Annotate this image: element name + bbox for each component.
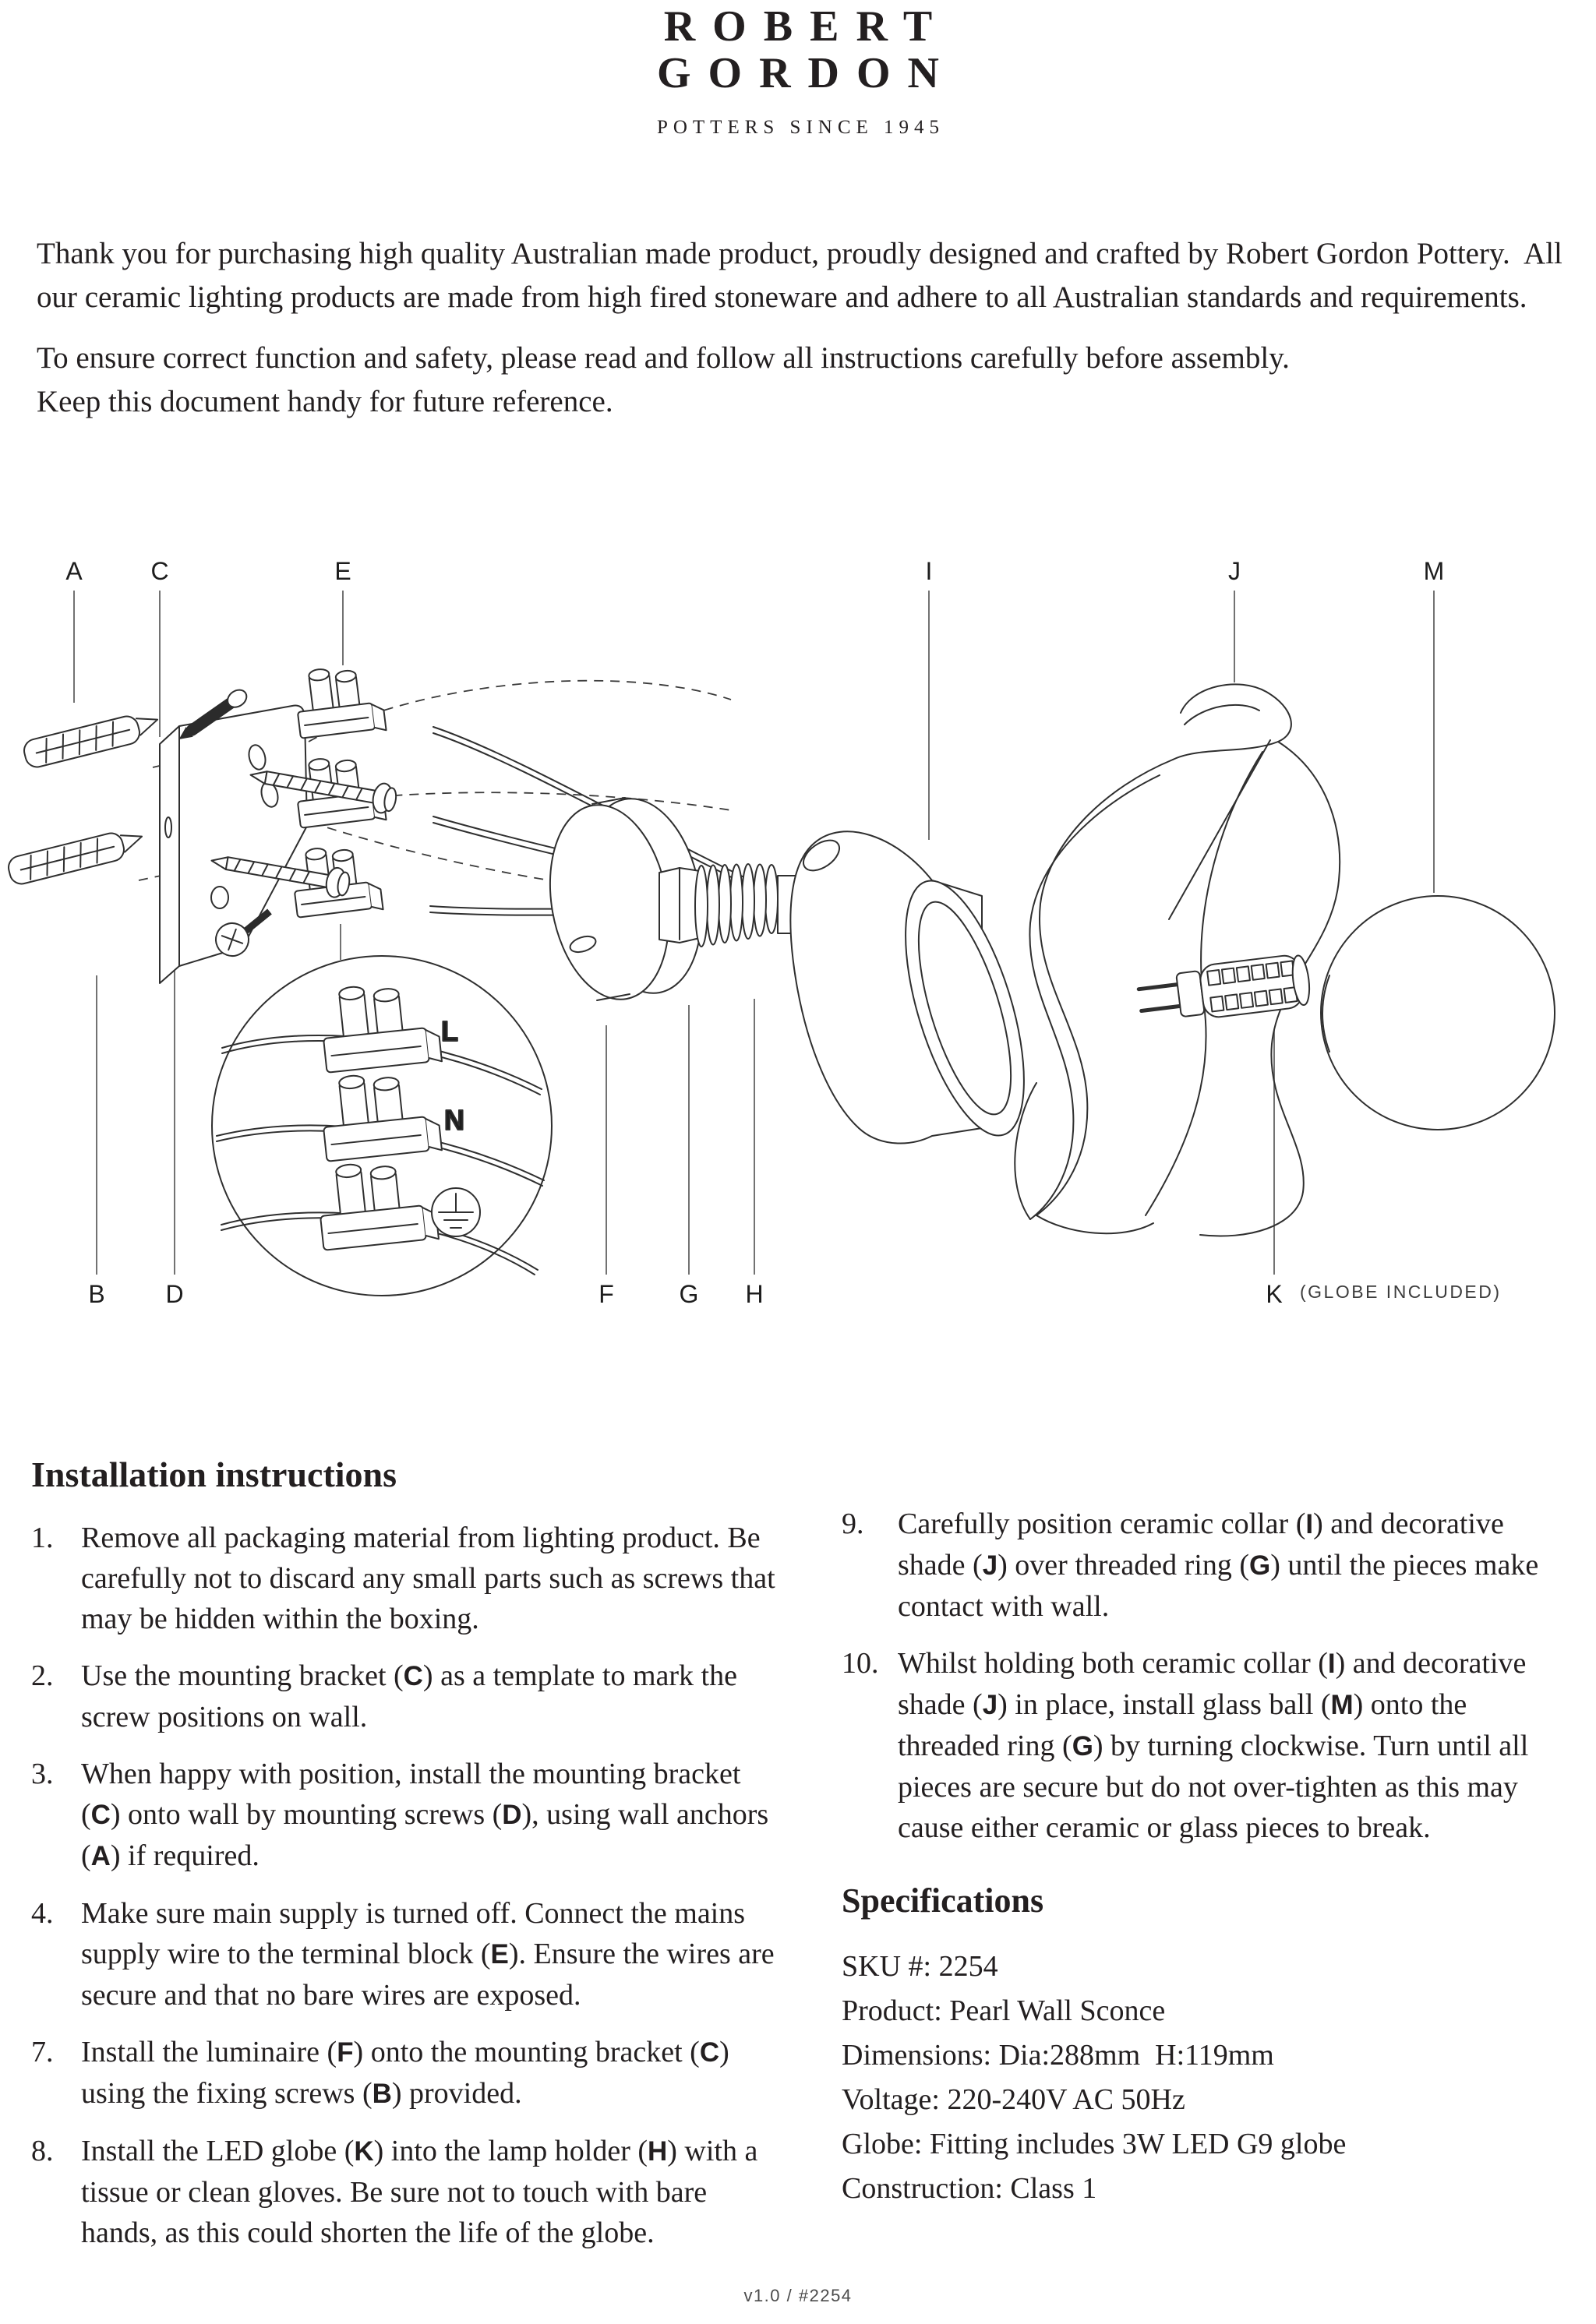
label-G: G	[679, 1280, 699, 1308]
step-text: When happy with position, install the mounting bracket (C) onto wall by mounting screws (D), using wall anchors (A) if required.	[81, 1758, 776, 1872]
step-8	[31, 2131, 784, 2253]
wall-anchor-top	[22, 709, 161, 770]
spec-sku: SKU #: 2254	[842, 1950, 998, 1983]
step-9	[842, 1504, 1574, 1627]
label-J: J	[1228, 557, 1241, 585]
step-2	[31, 1656, 784, 1737]
label-K: K	[1266, 1280, 1283, 1308]
brand-tagline: POTTERS SINCE 1945	[656, 117, 945, 138]
step-text: Use the mounting bracket (C) as a template to mark the screw positions on wall.	[81, 1659, 745, 1733]
step-number: 7.	[31, 2036, 54, 2068]
step-text: Carefully position ceramic collar (I) and decorative shade (J) over threaded ring (G) until the pieces make contact with wall.	[898, 1508, 1546, 1623]
label-C: C	[150, 557, 169, 585]
instructions-left-column	[31, 1454, 784, 2269]
step-number: 2.	[31, 1659, 54, 1692]
label-E: E	[334, 557, 351, 585]
intro-paragraph-1: Thank you for purchasing high quality Australian made product, proudly designed and crafted by Robert Gordon Pottery. All our ceramic lighting products are made from high fired stoneware and adhere to all Australian standards and requirements.	[37, 237, 1570, 314]
spec-globe: Globe: Fitting includes 3W LED G9 globe	[842, 2128, 1347, 2160]
step-number: 10.	[842, 1647, 879, 1680]
step-number: 9.	[842, 1508, 864, 1540]
intro-section	[37, 232, 1570, 441]
label-M: M	[1423, 557, 1445, 585]
intro-paragraph-2	[37, 337, 1566, 424]
step-number: 4.	[31, 1897, 54, 1930]
led-globe	[1137, 953, 1312, 1026]
label-B: B	[88, 1280, 105, 1308]
live-label: L	[441, 1015, 458, 1047]
step-text: Remove all packaging material from lighting product. Be carefully not to discard any small parts such as screws that may be hidden within the boxing.	[81, 1522, 783, 1635]
step-7	[31, 2032, 784, 2114]
wiring-detail-circle	[212, 956, 552, 1296]
neutral-label: N	[444, 1104, 464, 1136]
label-D: D	[165, 1280, 184, 1308]
brand-header	[0, 3, 1596, 139]
spec-construction: Construction: Class 1	[842, 2172, 1097, 2205]
step-text: Make sure main supply is turned off. Connect the mains supply wire to the terminal block (E). Ensure the wires are secure and that no bare wires are exposed.	[81, 1897, 782, 2012]
instructions-section	[31, 1454, 1574, 2269]
protective-earth-icon	[432, 1188, 480, 1236]
step-text: Install the LED globe (K) into the lamp holder (H) with a tissue or clean gloves. Be sure not to touch with bare hands, as this could shorten the life of the globe.	[81, 2135, 765, 2249]
label-I: I	[925, 557, 933, 585]
instructions-right-column	[842, 1454, 1574, 2269]
step-text: Install the luminaire (F) onto the mounting bracket (C) using the fixing screws (B) provided.	[81, 2036, 737, 2110]
terminal-block-1	[293, 662, 387, 741]
step-number: 1.	[31, 1522, 54, 1554]
ceramic-collar	[790, 831, 1048, 1148]
spec-product: Product: Pearl Wall Sconce	[842, 1994, 1166, 2027]
installation-heading: Installation instructions	[31, 1455, 397, 1494]
step-number: 8.	[31, 2135, 54, 2167]
step-4	[31, 1893, 784, 2015]
label-H: H	[745, 1280, 764, 1308]
label-F: F	[598, 1280, 614, 1308]
label-A: A	[65, 557, 83, 585]
step-text: Whilst holding both ceramic collar (I) and decorative shade (J) in place, install glass ball (M) onto the threaded ring (G) by turning clockwise. Turn until all pieces are secure but do not over-tighten as this may cause either ceramic or glass pieces to break.	[898, 1647, 1536, 1844]
spec-dimensions: Dimensions: Dia:288mm H:119mm	[842, 2039, 1274, 2072]
version-text: v1.0 / #2254	[743, 2286, 853, 2305]
step-number: 3.	[31, 1758, 54, 1790]
brand-name-line2: GORDON	[657, 49, 956, 97]
step-1	[31, 1518, 784, 1639]
exploded-parts-diagram	[0, 530, 1596, 1356]
intro-paragraph-2-line2: Keep this document handy for future reference.	[37, 385, 613, 418]
specifications-heading: Specifications	[842, 1881, 1044, 1920]
wall-anchor-bottom	[6, 826, 146, 887]
glass-ball	[1321, 896, 1555, 1130]
globe-included-note: (GLOBE INCLUDED)	[1300, 1282, 1502, 1302]
step-10	[842, 1643, 1574, 1848]
spec-voltage: Voltage: 220-240V AC 50Hz	[842, 2083, 1185, 2116]
document-footer	[0, 2286, 1596, 2306]
step-3	[31, 1754, 784, 1877]
intro-paragraph-2-line1: To ensure correct function and safety, please read and follow all instructions carefully before assembly.	[37, 341, 1290, 375]
brand-name-line1: ROBERT	[663, 2, 950, 51]
